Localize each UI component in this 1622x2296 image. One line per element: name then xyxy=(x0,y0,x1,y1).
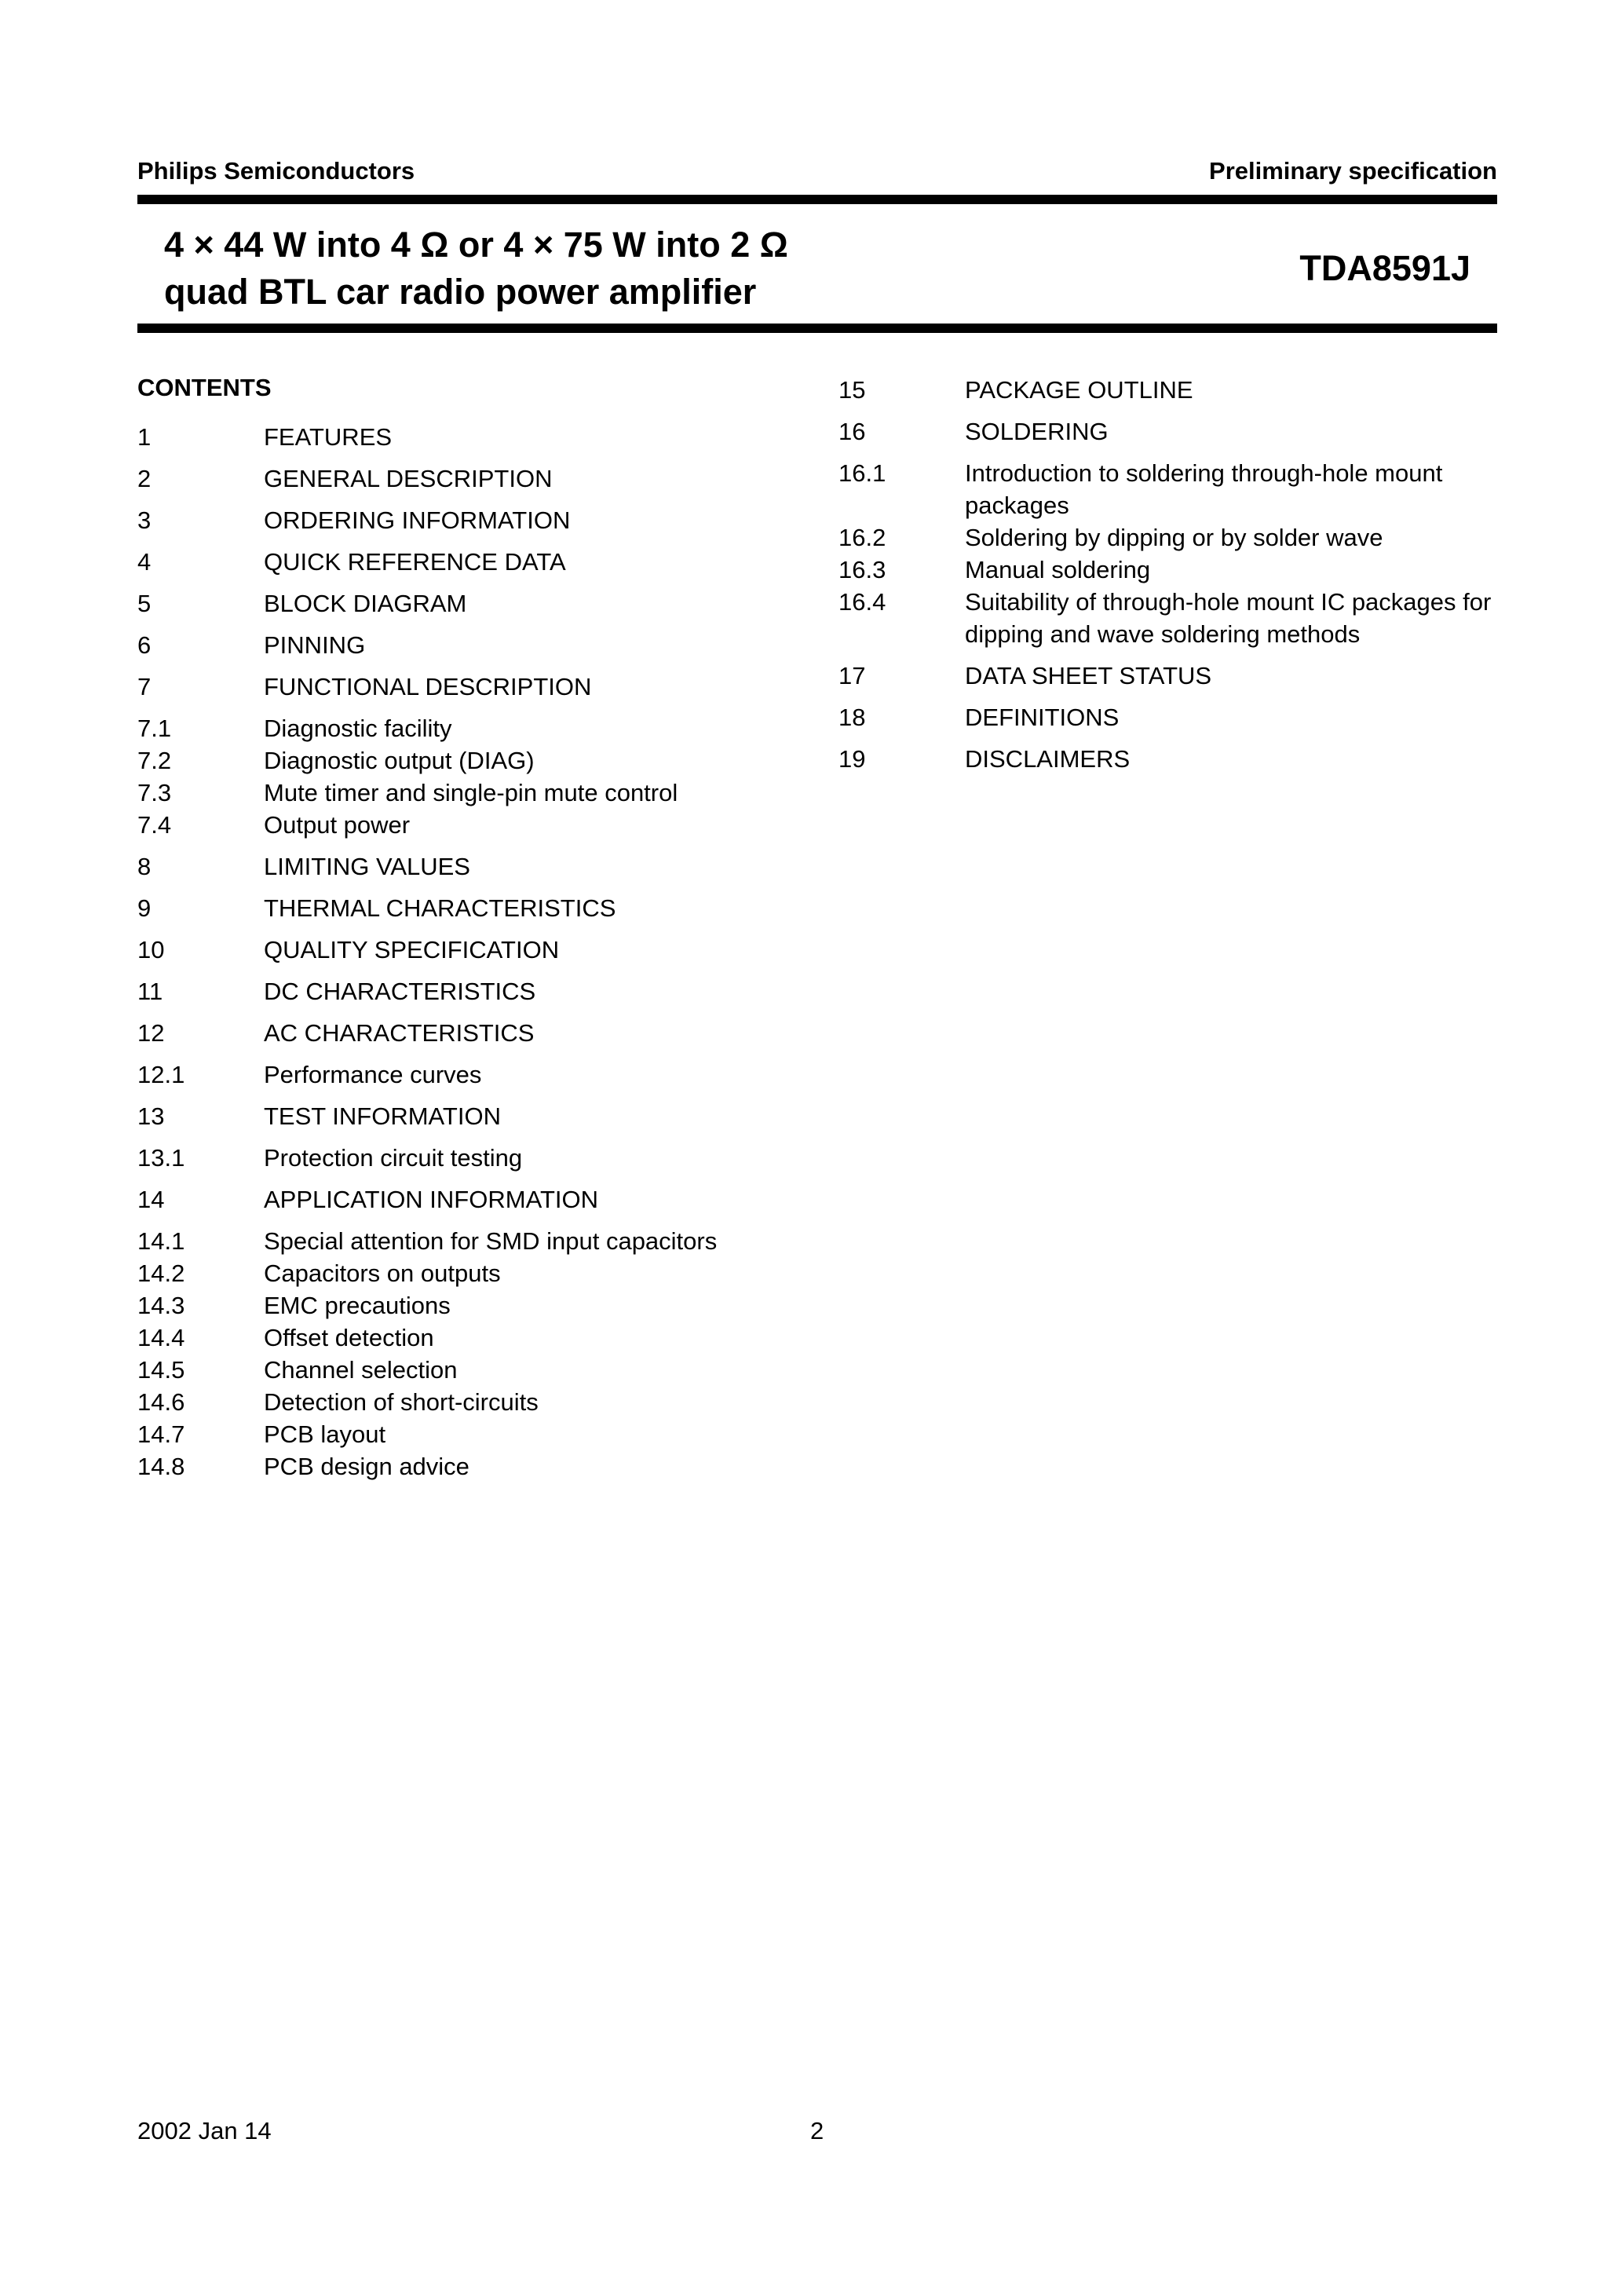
toc-entry-number: 9 xyxy=(137,894,152,922)
toc-entry[interactable] xyxy=(137,850,828,883)
toc-entry-number: 14.1 xyxy=(137,1227,185,1255)
toc-entry-number: 18 xyxy=(838,704,866,731)
toc-entry-title: FEATURES xyxy=(264,423,393,451)
toc-entry-title: Introduction to soldering through-hole mount packages xyxy=(965,459,1443,519)
toc-entry-number: 16.1 xyxy=(838,459,886,487)
toc-entry-number: 14.8 xyxy=(137,1453,185,1480)
title-rule xyxy=(137,324,1497,333)
toc-entry[interactable] xyxy=(838,415,1498,448)
toc-entry-title: DEFINITIONS xyxy=(965,704,1120,731)
toc-entry-title: DISCLAIMERS xyxy=(965,745,1131,773)
toc-entry[interactable] xyxy=(137,587,828,620)
toc-entry-title: Performance curves xyxy=(264,1061,482,1088)
toc-entry-title: Offset detection xyxy=(264,1324,434,1351)
toc-entry[interactable] xyxy=(137,892,828,924)
toc-entry-number: 19 xyxy=(838,745,866,773)
toc-entry[interactable] xyxy=(137,546,828,578)
toc-entry-number: 13 xyxy=(137,1102,165,1130)
toc-entry[interactable] xyxy=(137,1322,828,1354)
toc-entry-title: APPLICATION INFORMATION xyxy=(264,1186,598,1213)
toc-entry-number: 16 xyxy=(838,418,866,445)
toc-entry[interactable] xyxy=(137,462,828,495)
toc-entry[interactable] xyxy=(137,975,828,1007)
toc-entry-number: 1 xyxy=(137,423,152,451)
toc-entry[interactable] xyxy=(838,521,1498,554)
toc-right-column xyxy=(838,374,1498,775)
toc-entry-title: EMC precautions xyxy=(264,1292,451,1319)
toc-entry-number: 5 xyxy=(137,590,152,617)
toc-entry-number: 13.1 xyxy=(137,1144,185,1172)
toc-entry-title: PCB layout xyxy=(264,1420,386,1448)
toc-entry-title: QUALITY SPECIFICATION xyxy=(264,936,560,963)
toc-entry[interactable] xyxy=(137,934,828,966)
document-type: Preliminary specification xyxy=(1209,157,1497,185)
contents-heading: CONTENTS xyxy=(137,374,272,401)
toc-entry[interactable] xyxy=(137,1142,828,1174)
toc-entry-number: 15 xyxy=(838,376,866,404)
toc-entry[interactable] xyxy=(838,660,1498,692)
toc-entry-number: 14.6 xyxy=(137,1388,185,1416)
toc-entry[interactable] xyxy=(838,586,1498,650)
title-line-2: quad BTL car radio power amplifier xyxy=(164,272,757,312)
toc-entry-title: PINNING xyxy=(264,631,366,659)
toc-entry-title: ORDERING INFORMATION xyxy=(264,506,571,534)
toc-entry-number: 14.4 xyxy=(137,1324,185,1351)
toc-entry-number: 10 xyxy=(137,936,165,963)
toc-entry-title: BLOCK DIAGRAM xyxy=(264,590,467,617)
toc-entry[interactable] xyxy=(137,421,828,453)
toc-entry-number: 3 xyxy=(137,506,152,534)
toc-entry-title: Detection of short-circuits xyxy=(264,1388,539,1416)
toc-entry[interactable] xyxy=(137,504,828,536)
toc-entry-number: 17 xyxy=(838,662,866,689)
toc-entry[interactable] xyxy=(137,1289,828,1322)
toc-entry[interactable] xyxy=(137,1183,828,1216)
toc-entry-number: 14.2 xyxy=(137,1260,185,1287)
toc-entry-number: 6 xyxy=(137,631,152,659)
toc-entry-title: Soldering by dipping or by solder wave xyxy=(965,524,1383,551)
toc-entry-title: Manual soldering xyxy=(965,556,1151,583)
toc-entry[interactable] xyxy=(838,457,1498,521)
footer-date: 2002 Jan 14 xyxy=(137,2117,272,2144)
toc-left-column xyxy=(137,421,828,1483)
toc-entry-title: FUNCTIONAL DESCRIPTION xyxy=(264,673,592,700)
toc-entry-title: Capacitors on outputs xyxy=(264,1260,501,1287)
part-number: TDA8591J xyxy=(1299,248,1470,288)
toc-entry-number: 7 xyxy=(137,673,152,700)
toc-entry-title: THERMAL CHARACTERISTICS xyxy=(264,894,616,922)
toc-entry-number: 14.3 xyxy=(137,1292,185,1319)
toc-entry-title: DC CHARACTERISTICS xyxy=(264,978,536,1005)
toc-entry[interactable] xyxy=(838,743,1498,775)
toc-entry-title: TEST INFORMATION xyxy=(264,1102,501,1130)
toc-entry-title: Diagnostic facility xyxy=(264,715,452,742)
toc-entry[interactable] xyxy=(137,1418,828,1450)
toc-entry-number: 16.3 xyxy=(838,556,886,583)
toc-entry-number: 7.2 xyxy=(137,747,172,774)
toc-entry[interactable] xyxy=(137,809,828,841)
toc-entry-title: PCB design advice xyxy=(264,1453,469,1480)
toc-entry[interactable] xyxy=(838,554,1498,586)
toc-entry[interactable] xyxy=(137,1100,828,1132)
toc-entry-number: 7.3 xyxy=(137,779,172,806)
toc-entry[interactable] xyxy=(137,1017,828,1049)
toc-entry-title: SOLDERING xyxy=(965,418,1109,445)
toc-entry-title: QUICK REFERENCE DATA xyxy=(264,548,566,576)
toc-entry[interactable] xyxy=(137,1450,828,1483)
toc-entry-number: 14.7 xyxy=(137,1420,185,1448)
toc-entry-title: AC CHARACTERISTICS xyxy=(264,1019,535,1047)
toc-entry[interactable] xyxy=(137,744,828,777)
toc-entry-title: PACKAGE OUTLINE xyxy=(965,376,1193,404)
toc-entry-title: Diagnostic output (DIAG) xyxy=(264,747,535,774)
toc-entry-title: Protection circuit testing xyxy=(264,1144,523,1172)
toc-entry[interactable] xyxy=(137,629,828,661)
toc-entry-number: 14 xyxy=(137,1186,165,1213)
toc-entry[interactable] xyxy=(137,1257,828,1289)
toc-entry-title: Channel selection xyxy=(264,1356,458,1384)
toc-entry-title: Mute timer and single-pin mute control xyxy=(264,779,678,806)
top-rule xyxy=(137,195,1497,204)
toc-entry-title: Output power xyxy=(264,811,411,839)
toc-entry-number: 14.5 xyxy=(137,1356,185,1384)
toc-entry-number: 8 xyxy=(137,853,152,880)
toc-entry[interactable] xyxy=(137,671,828,703)
toc-entry[interactable] xyxy=(838,701,1498,733)
toc-entry[interactable] xyxy=(838,374,1498,406)
toc-entry-title: GENERAL DESCRIPTION xyxy=(264,465,553,492)
toc-entry-title: DATA SHEET STATUS xyxy=(965,662,1212,689)
document-title xyxy=(164,221,788,316)
toc-entry-number: 12.1 xyxy=(137,1061,185,1088)
toc-entry[interactable] xyxy=(137,1354,828,1386)
toc-entry-title: LIMITING VALUES xyxy=(264,853,470,880)
title-line-1: 4 × 44 W into 4 Ω or 4 × 75 W into 2 Ω xyxy=(164,225,788,265)
toc-entry-number: 11 xyxy=(137,978,163,1005)
toc-entry[interactable] xyxy=(137,1386,828,1418)
toc-entry-number: 12 xyxy=(137,1019,165,1047)
toc-entry-number: 4 xyxy=(137,548,152,576)
toc-entry[interactable] xyxy=(137,1058,828,1091)
toc-entry-number: 7.4 xyxy=(137,811,172,839)
toc-entry[interactable] xyxy=(137,712,828,744)
toc-entry-number: 16.4 xyxy=(838,588,886,616)
page-number: 2 xyxy=(810,2117,824,2144)
company-name: Philips Semiconductors xyxy=(137,157,415,185)
toc-entry-number: 7.1 xyxy=(137,715,172,742)
toc-entry-title: Suitability of through-hole mount IC packages for dipping and wave soldering methods xyxy=(965,588,1492,648)
toc-entry[interactable] xyxy=(137,1225,828,1257)
toc-entry-title: Special attention for SMD input capacitors xyxy=(264,1227,718,1255)
toc-entry-number: 2 xyxy=(137,465,152,492)
toc-entry[interactable] xyxy=(137,777,828,809)
toc-entry-number: 16.2 xyxy=(838,524,886,551)
